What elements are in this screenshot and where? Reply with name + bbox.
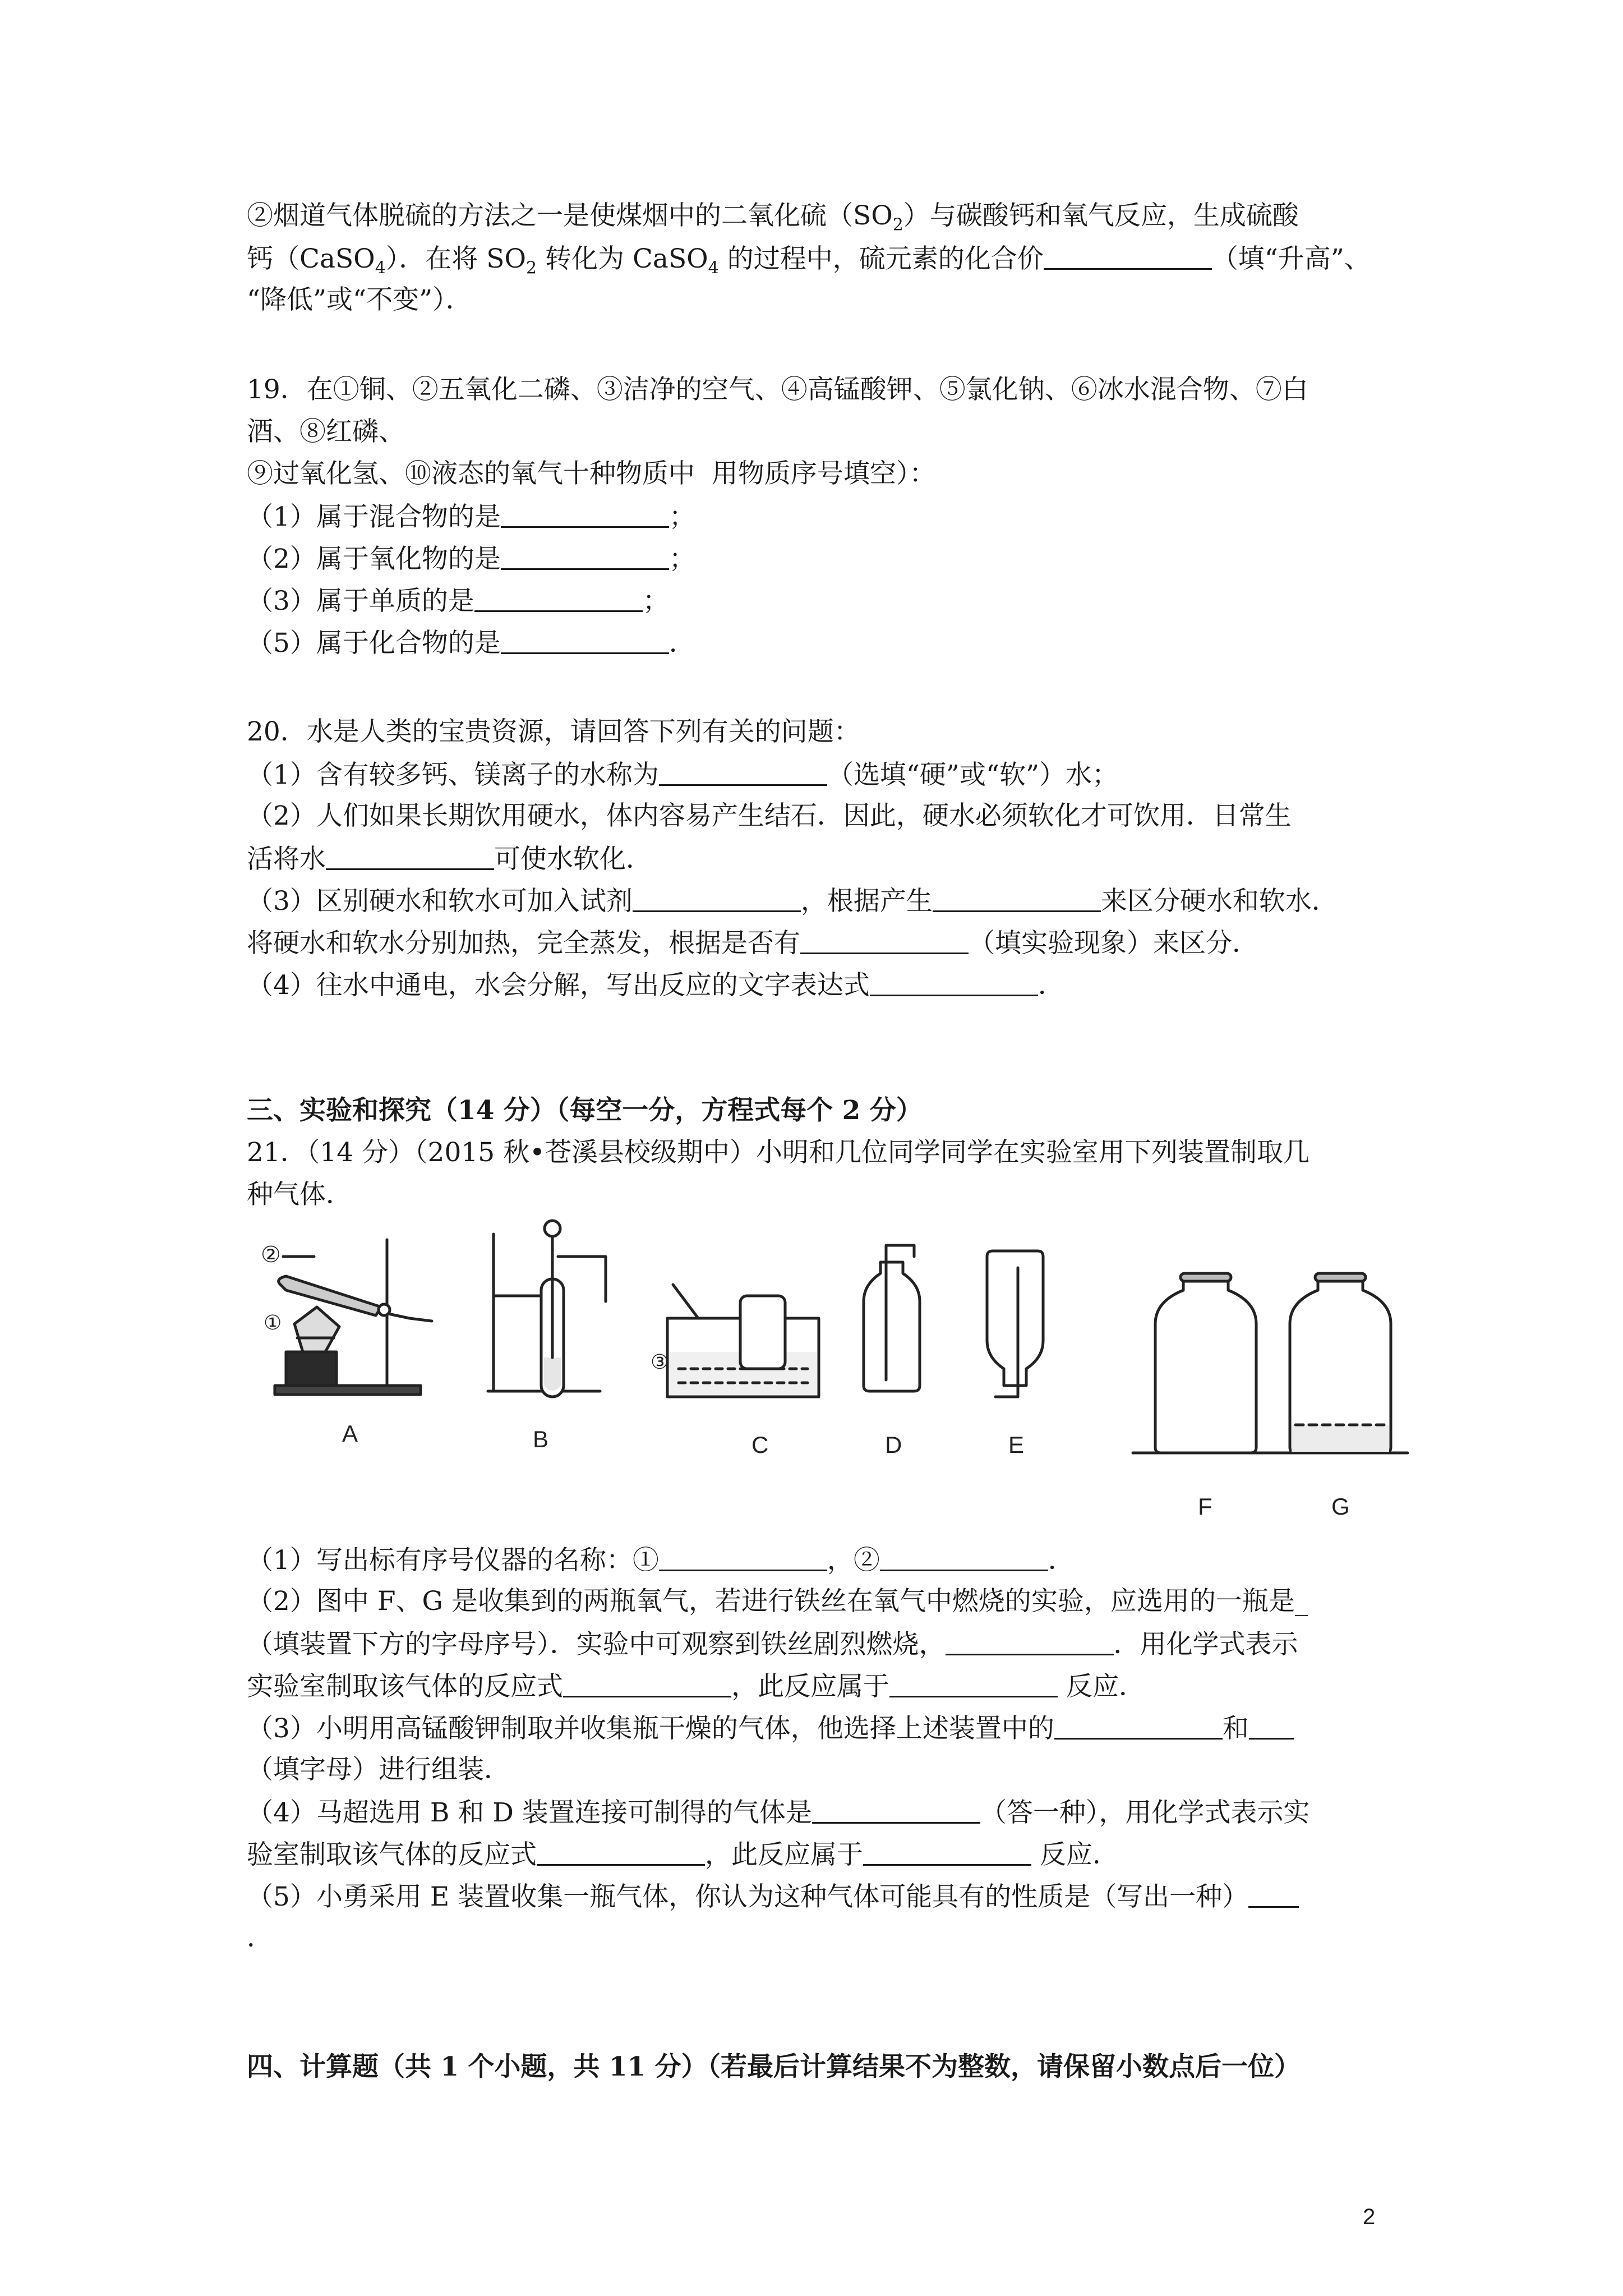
q20-part-2-line-2: 活将水 可使水软化． (247, 841, 652, 876)
label-b: B (533, 1426, 549, 1452)
answer-blank[interactable] (1054, 1711, 1223, 1740)
q21-line-2: 种气体． (247, 1179, 352, 1210)
q19-item-3: （3）属于单质的是 ； (247, 583, 669, 618)
q19-item-2: （2）属于氧化物的是 ； (247, 541, 695, 576)
answer-blank[interactable] (501, 499, 669, 528)
answer-blank[interactable] (659, 757, 827, 786)
label-c: C (751, 1432, 769, 1458)
apparatus-figure (241, 1217, 1419, 1531)
label-e: E (1008, 1432, 1025, 1458)
marker-2: ② (261, 1242, 281, 1268)
answer-blank[interactable] (326, 841, 494, 870)
answer-blank[interactable] (933, 884, 1101, 912)
q21-part-2-line-1: （2）图中 F、G 是收集到的两瓶氧气，若进行铁丝在氧气中燃烧的实验，应选用的一瓶是_ (247, 1586, 1308, 1617)
apparatus-a (275, 1240, 432, 1395)
q19-item-1: （1）属于混合物的是 ； (247, 499, 695, 534)
q21-part-3-line-1: （3）小明用高锰酸钾制取并收集瓶干燥的气体，他选择上述装置中的 和 (247, 1711, 1294, 1746)
q20-part-1: （1）含有较多钙、镁离子的水称为 （选填“硬”或“软”）水； (247, 757, 1118, 792)
apparatus-f (1155, 1273, 1256, 1453)
q19-item-5: （5）属于化合物的是 ． (247, 625, 695, 660)
answer-blank[interactable] (812, 1795, 980, 1824)
answer-blank[interactable] (870, 968, 1038, 996)
answer-blank[interactable] (889, 1669, 1058, 1697)
q21-line-1: 21．（14 分）（2015 秋•苍溪县校级期中）小明和几位同学同学在实验室用下列装置制取几 (247, 1137, 1310, 1168)
q20-title: 20．水是人类的宝贵资源，请回答下列有关的问题： (247, 716, 860, 747)
q18-line-1: ②烟道气体脱硫的方法之一是使煤烟中的二氧化硫$(SO_2)$与碳酸钙和氧气反应，生成硫酸 (247, 200, 1299, 235)
q18-line-3: “降低”或“不变”）． (247, 284, 472, 315)
q21-part-2-line-3: 实验室制取该气体的反应式 ，此反应属于 反应． (247, 1669, 1145, 1704)
answer-blank[interactable] (1249, 1711, 1294, 1740)
answer-blank[interactable] (946, 1627, 1114, 1655)
q21-part-4-line-1: （4）马超选用 B 和 D 装置连接可制得的气体是 （答一种），用化学式表示实 (247, 1795, 1310, 1830)
q19-line-1: 19．在①铜、②五氧化二磷、③洁净的空气、④高锰酸钾、⑤氯化钠、⑥冰水混合物、⑦白 (247, 374, 1308, 405)
label-f: F (1198, 1493, 1212, 1520)
q18-line-2: 钙（CaSO$_4$）．在将 $SO_2$ 转化为 CaSO$_4$ 的过程中，硫元素的化合价 （填“升高”、 (247, 241, 1371, 285)
q19-line-2: 酒、⑧红磷、 (247, 416, 405, 447)
answer-blank[interactable] (563, 1669, 731, 1697)
page-number: 2 (1363, 2205, 1376, 2229)
marker-1: ① (264, 1312, 282, 1335)
answer-blank[interactable] (633, 884, 801, 912)
answer-blank[interactable] (863, 1837, 1031, 1866)
q21-part-5-line-2: ． (247, 1922, 273, 1953)
marker-3: ③ (651, 1351, 669, 1374)
answer-blank[interactable] (880, 1543, 1048, 1571)
apparatus-d (864, 1245, 920, 1391)
q20-part-2-line-1: （2）人们如果长期饮用硬水，体内容易产生结石．因此，硬水必须软化才可饮用．日常生 (247, 800, 1292, 831)
q21-part-4-line-2: 验室制取该气体的反应式 ，此反应属于 反应． (247, 1837, 1119, 1872)
q20-part-3-line-1: （3）区别硬水和软水可加入试剂 ，根据产生 来区分硬水和软水． (247, 884, 1338, 918)
q21-part-3-line-2: （填字母）进行组装． (247, 1754, 510, 1785)
label-g: G (1331, 1493, 1350, 1520)
q20-part-3-line-2: 将硬水和软水分别加热，完全蒸发，根据是否有 （填实验现象）来区分． (247, 926, 1258, 960)
answer-blank[interactable] (537, 1837, 705, 1866)
apparatus-c (667, 1285, 819, 1397)
label-a: A (342, 1420, 358, 1447)
answer-blank[interactable] (1044, 241, 1212, 270)
apparatus-e (987, 1251, 1043, 1397)
section-4-heading: 四、计算题（共 1 个小题，共 11 分）（若最后计算结果不为整数，请保留小数点后一位） (247, 2051, 1301, 2082)
answer-blank[interactable] (659, 1543, 827, 1571)
label-d: D (885, 1432, 902, 1458)
q19-line-3: ⑨过氧化氢、⑩液态的氧气十种物质中 用物质序号填空）： (247, 458, 936, 489)
answer-blank[interactable] (501, 625, 669, 654)
q21-part-5-line-1: （5）小勇采用 E 装置收集一瓶气体，你认为这种气体可能具有的性质是（写出一种） (247, 1879, 1299, 1914)
answer-blank[interactable] (474, 583, 643, 612)
q21-part-1: （1）写出标有序号仪器的名称：① ，② ． (247, 1543, 1075, 1577)
section-3-heading: 三、实验和探究（14 分）（每空一分，方程式每个 2 分） (247, 1095, 923, 1126)
answer-blank[interactable] (1248, 1879, 1299, 1908)
answer-blank[interactable] (501, 541, 669, 570)
answer-blank[interactable] (800, 926, 969, 954)
apparatus-b (488, 1221, 606, 1397)
q20-part-4: （4）往水中通电，水会分解，写出反应的文字表达式 ． (247, 968, 1064, 1002)
apparatus-g (1290, 1273, 1391, 1453)
q21-part-2-line-2: （填装置下方的字母序号）．实验中可观察到铁丝剧烈燃烧， ．用化学式表示 (247, 1627, 1298, 1662)
